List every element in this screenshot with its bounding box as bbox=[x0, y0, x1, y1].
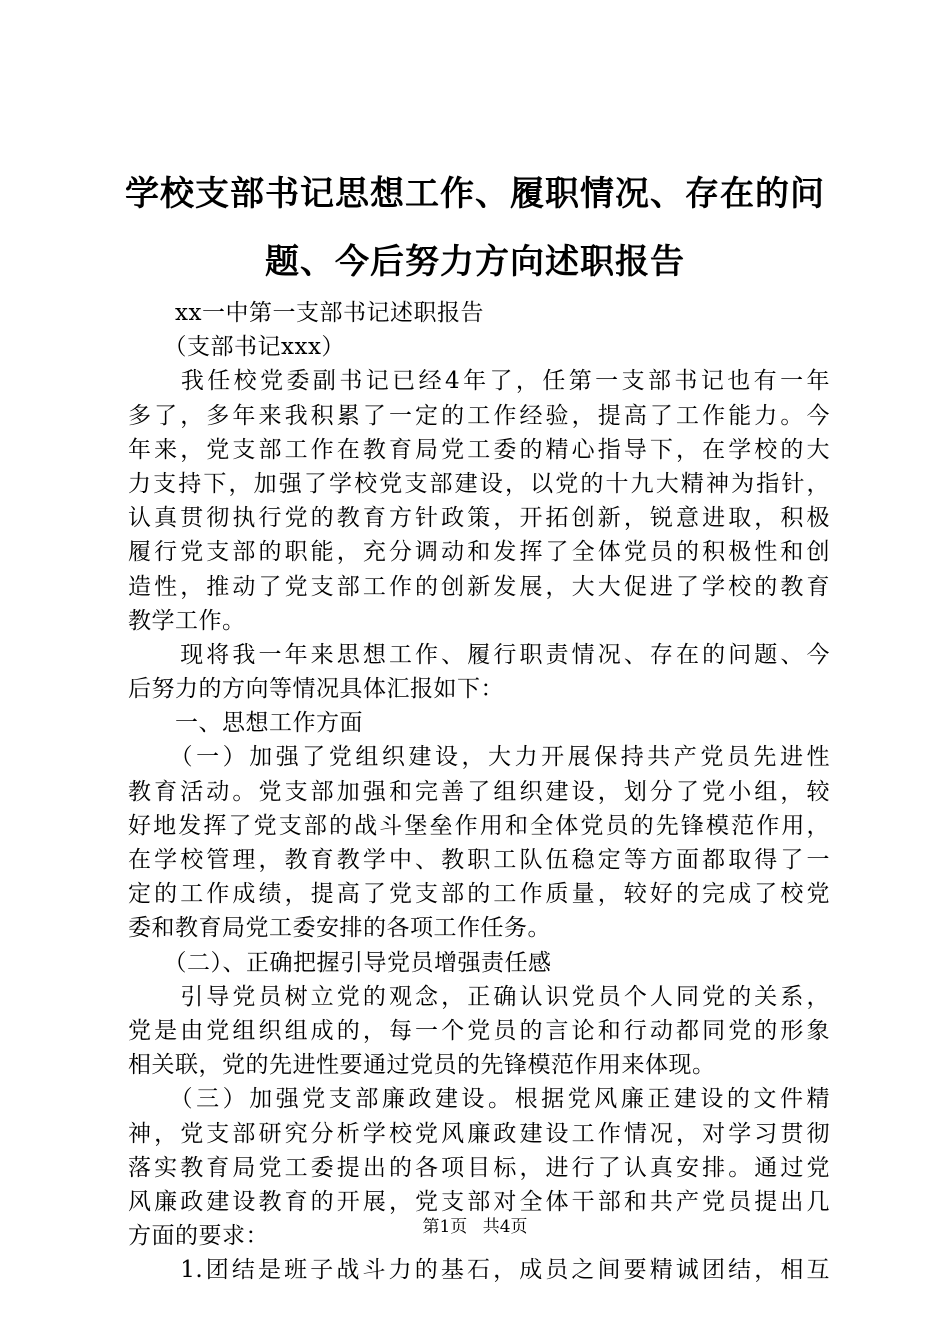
body-line: 定的工作成绩，提高了党支部的工作质量，较好的完成了校党 bbox=[128, 881, 830, 908]
body-line: 我任校党委副书记已经4年了，任第一支部书记也有一年 bbox=[128, 368, 830, 395]
page-footer bbox=[0, 1215, 950, 1239]
body-line: 引导党员树立党的观念，正确认识党员个人同党的关系， bbox=[128, 983, 830, 1010]
body-line: 教育活动。党支部加强和完善了组织建设，划分了党小组，较 bbox=[128, 778, 830, 805]
body-line: 落实教育局党工委提出的各项目标，进行了认真安排。通过党 bbox=[128, 1154, 830, 1181]
body-line: 神，党支部研究分析学校党风廉政建设工作情况，对学习贯彻 bbox=[128, 1120, 830, 1147]
body-line: （二）、正确把握引导党员增强责任感 bbox=[128, 949, 552, 976]
page-total: 共4页 bbox=[482, 1217, 528, 1237]
body-line: 多了，多年来我积累了一定的工作经验，提高了工作能力。今 bbox=[128, 402, 830, 429]
body-line: 现将我一年来思想工作、履行职责情况、存在的问题、今 bbox=[128, 641, 830, 668]
title-line-2: 题、今后努力方向述职报告 bbox=[265, 242, 685, 282]
body-line: 力支持下，加强了学校党支部建设，以党的十九大精神为指针， bbox=[128, 470, 830, 497]
body-line: 风廉政建设教育的开展，党支部对全体干部和共产党员提出几 bbox=[128, 1188, 830, 1215]
body-line: 履行党支部的职能，充分调动和发挥了全体党员的积极性和创 bbox=[128, 539, 830, 566]
body-line: 好地发挥了党支部的战斗堡垒作用和全体党员的先锋模范作用， bbox=[128, 812, 830, 839]
body-line: （一）加强了党组织建设，大力开展保持共产党员先进性 bbox=[128, 744, 830, 771]
body-line: 党是由党组织组成的，每一个党员的言论和行动都同党的形象 bbox=[128, 1017, 830, 1044]
body-line: 认真贯彻执行党的教育方针政策，开拓创新，锐意进取，积极 bbox=[128, 505, 830, 532]
body-line: 方面的要求： bbox=[128, 1223, 269, 1250]
body-line: 相关联，党的先进性要通过党员的先锋模范作用来体现。 bbox=[128, 1052, 716, 1079]
body-line: 年来，党支部工作在教育局党工委的精心指导下，在学校的大 bbox=[128, 436, 830, 463]
body-line: 教学工作。 bbox=[128, 607, 246, 634]
body-line: 委和教育局党工委安排的各项工作任务。 bbox=[128, 915, 551, 942]
document-body bbox=[128, 296, 830, 1287]
body-line: xx一中第一支部书记述职报告 bbox=[128, 300, 484, 326]
page-number: 第1页 bbox=[422, 1217, 468, 1237]
body-line: 在学校管理，教育教学中、教职工队伍稳定等方面都取得了一 bbox=[128, 847, 830, 873]
body-line: （支部书记xxx） bbox=[128, 334, 345, 361]
title-line-1: 学校支部书记思想工作、履职情况、存在的问 bbox=[125, 174, 825, 214]
body-line: 一、思想工作方面 bbox=[128, 710, 363, 737]
document-title bbox=[110, 160, 840, 296]
body-line: 1.团结是班子战斗力的基石，成员之间要精诚团结，相互 bbox=[128, 1257, 830, 1284]
body-line: 后努力的方向等情况具体汇报如下： bbox=[128, 676, 504, 703]
body-line: 造性，推动了党支部工作的创新发展，大大促进了学校的教育 bbox=[128, 573, 830, 600]
body-line: （三）加强党支部廉政建设。根据党风廉正建设的文件精 bbox=[128, 1086, 830, 1113]
